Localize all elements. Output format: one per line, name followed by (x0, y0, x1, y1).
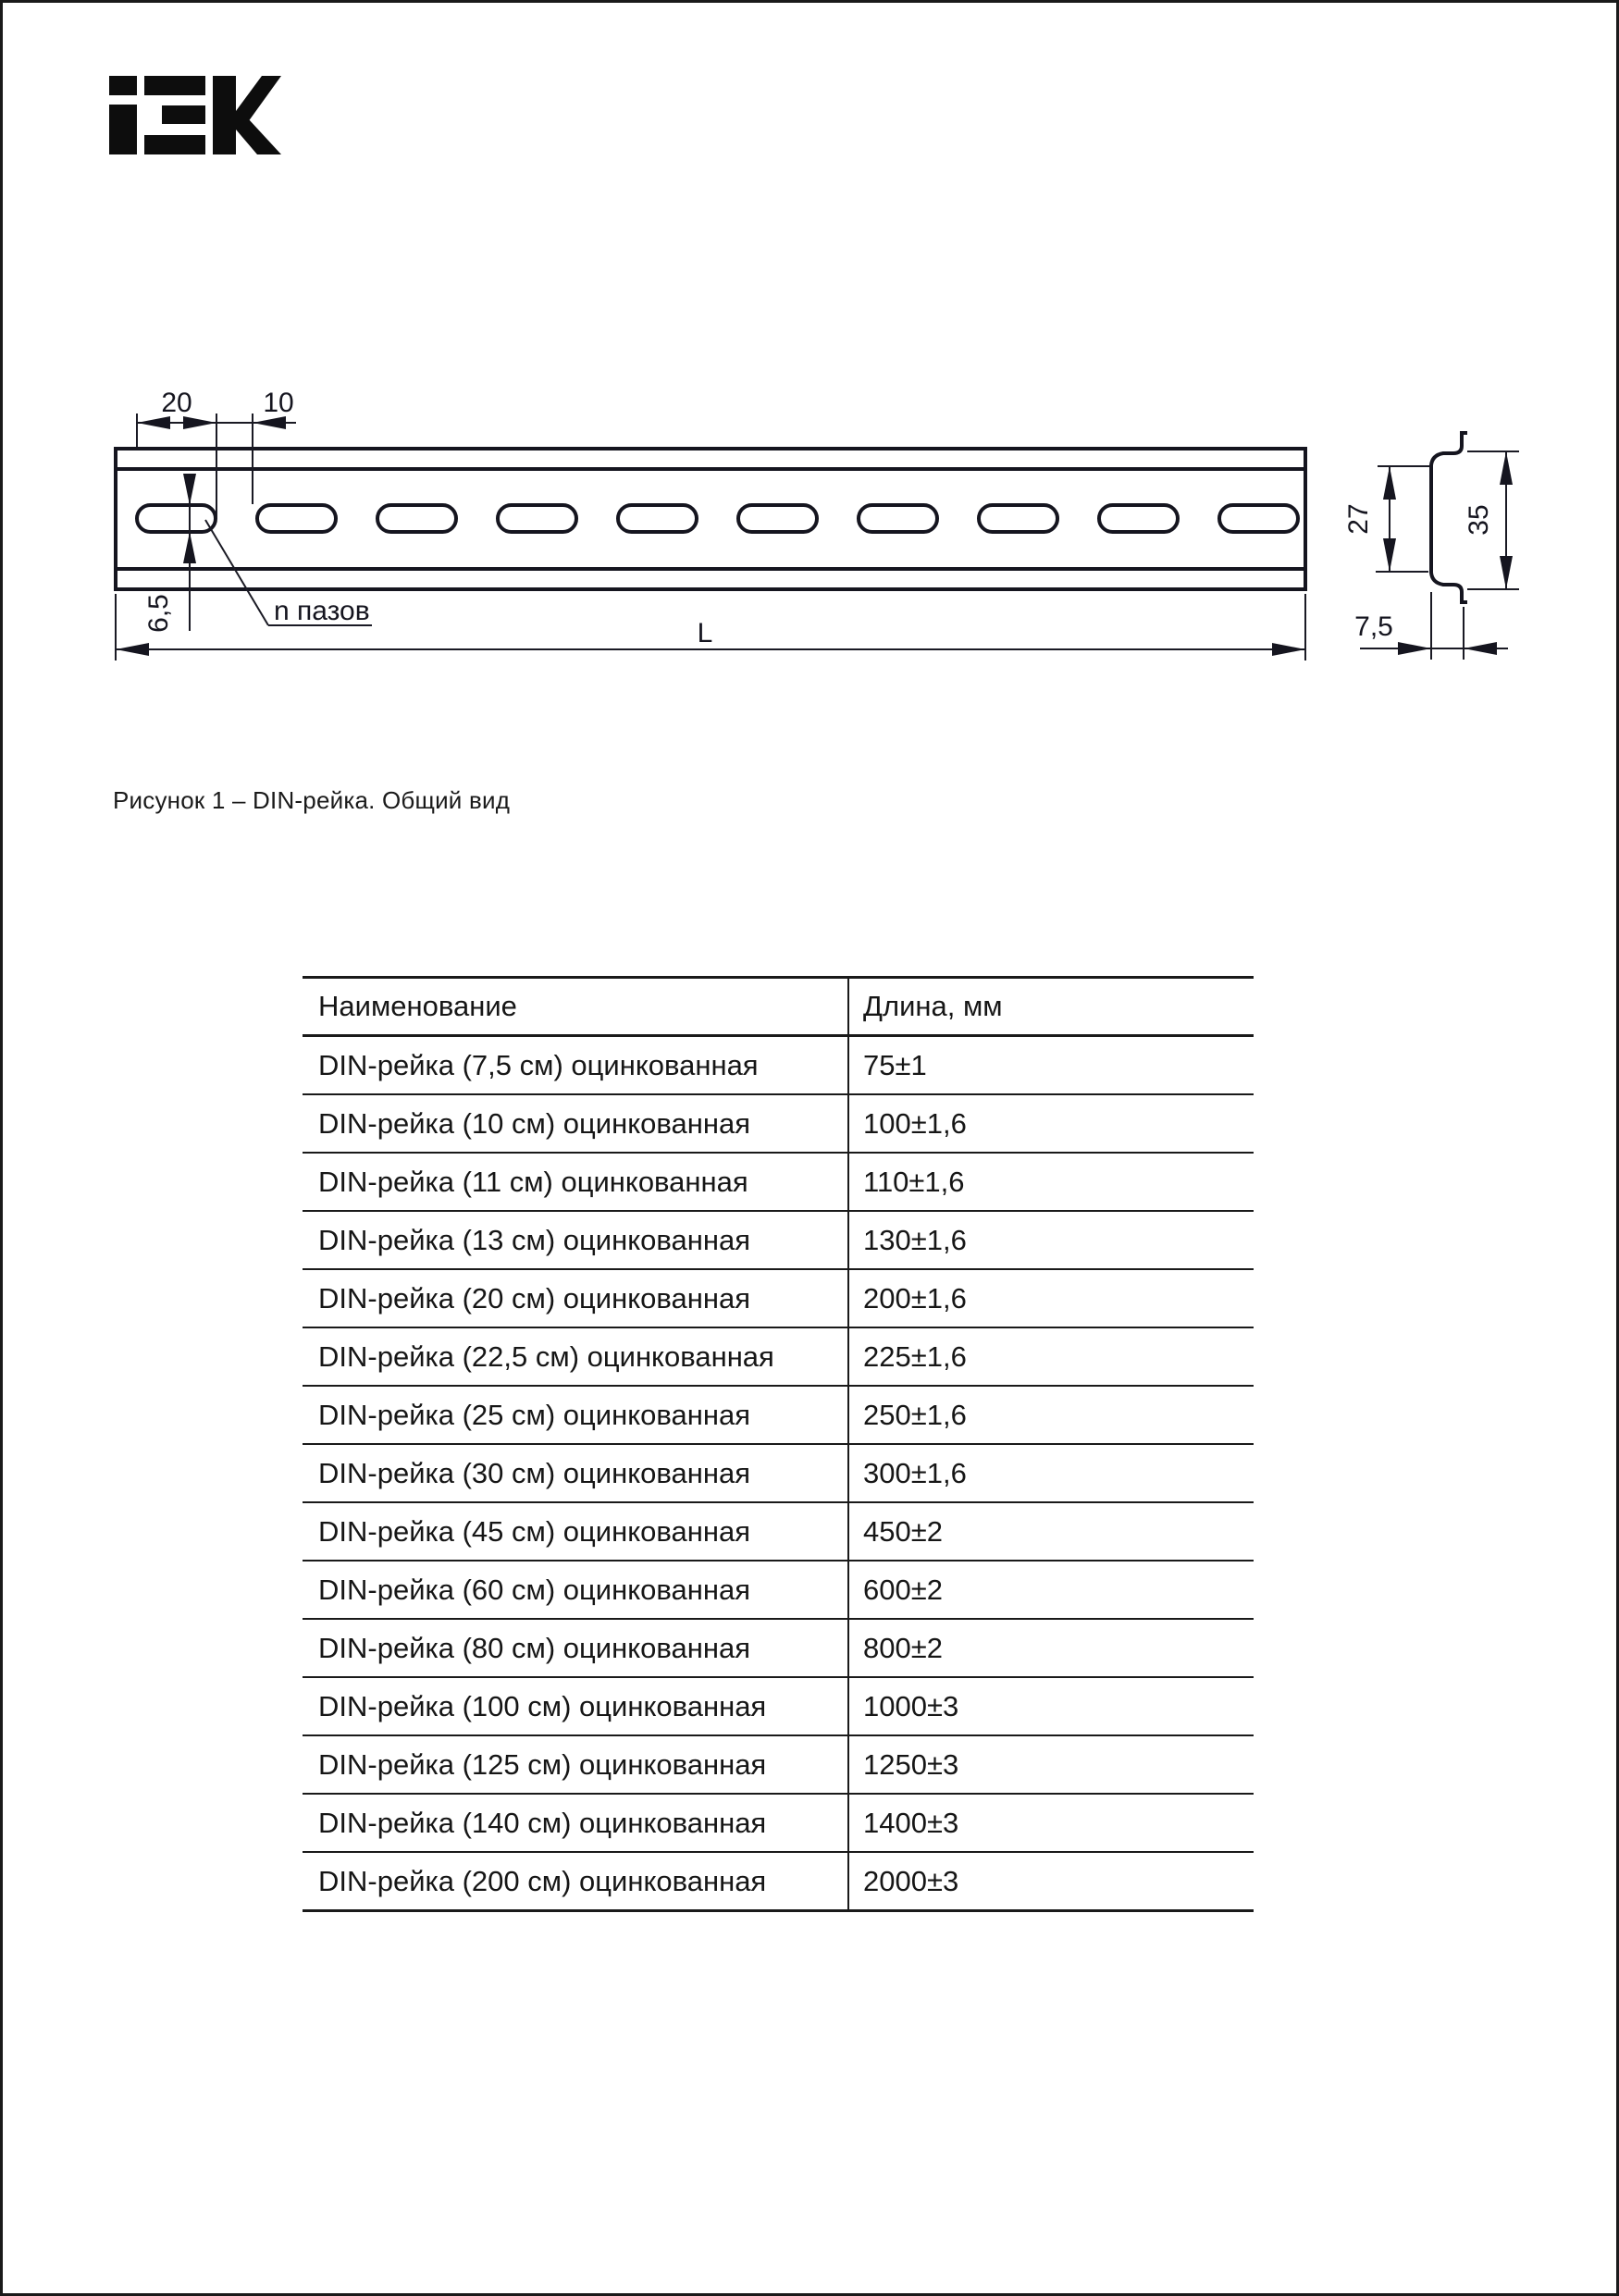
cell-length: 1000±3 (848, 1677, 1254, 1735)
cell-name: DIN-рейка (7,5 см) оцинкованная (303, 1036, 848, 1095)
table-row (303, 1269, 1254, 1327)
dim-slot-height-6-5 (143, 474, 196, 633)
cell-length: 300±1,6 (848, 1444, 1254, 1502)
table-row (303, 1561, 1254, 1619)
cell-name: DIN-рейка (13 см) оцинкованная (303, 1211, 848, 1269)
logo-k-lower-diagonal (236, 118, 281, 154)
logo-e-bottom-bar (144, 135, 205, 154)
logo-e-middle-bar (162, 105, 205, 124)
cell-name: DIN-рейка (20 см) оцинкованная (303, 1269, 848, 1327)
leader-n-slots (205, 520, 372, 626)
table-row (303, 1794, 1254, 1852)
rail-slot (257, 505, 336, 532)
dim-label-L: L (697, 618, 713, 648)
cell-length: 200±1,6 (848, 1269, 1254, 1327)
logo-k-stem (213, 76, 236, 154)
dim-label-6-5: 6,5 (143, 594, 174, 633)
din-rail-spec-table (303, 976, 1254, 1912)
dim-label-27: 27 (1343, 503, 1374, 535)
logo-i-body (109, 105, 137, 154)
dim-label-10: 10 (263, 388, 294, 418)
rail-slot (377, 505, 456, 532)
rail-slots (137, 505, 1298, 532)
rail-slot (618, 505, 697, 532)
logo-i-dot (109, 76, 137, 95)
dim-label-7-5: 7,5 (1354, 611, 1393, 642)
rail-slot (1099, 505, 1178, 532)
cell-length: 100±1,6 (848, 1094, 1254, 1153)
logo-e-top-bar (144, 76, 205, 95)
rail-slot (859, 505, 937, 532)
cell-name: DIN-рейка (10 см) оцинкованная (303, 1094, 848, 1153)
cell-name: DIN-рейка (25 см) оцинкованная (303, 1386, 848, 1444)
table-row (303, 1153, 1254, 1211)
din-rail-drawing (0, 370, 1619, 722)
cell-name: DIN-рейка (11 см) оцинкованная (303, 1153, 848, 1211)
cell-length: 130±1,6 (848, 1211, 1254, 1269)
table-header-row (303, 978, 1254, 1036)
cell-length: 1250±3 (848, 1735, 1254, 1794)
cell-length: 1400±3 (848, 1794, 1254, 1852)
profile-outline (1431, 433, 1467, 602)
cell-name: DIN-рейка (100 см) оцинкованная (303, 1677, 848, 1735)
cell-length: 225±1,6 (848, 1327, 1254, 1386)
cell-name: DIN-рейка (60 см) оцинкованная (303, 1561, 848, 1619)
column-header-name: Наименование (303, 978, 848, 1036)
rail-slot (979, 505, 1057, 532)
table-row (303, 1094, 1254, 1153)
dim-profile-web-27 (1343, 466, 1430, 572)
cell-length: 250±1,6 (848, 1386, 1254, 1444)
table-row (303, 1677, 1254, 1735)
table-row (303, 1327, 1254, 1386)
logo-k-upper-diagonal (236, 76, 281, 122)
column-header-length: Длина, мм (848, 978, 1254, 1036)
cell-name: DIN-рейка (45 см) оцинкованная (303, 1502, 848, 1561)
cell-name: DIN-рейка (140 см) оцинкованная (303, 1794, 848, 1852)
table-row (303, 1502, 1254, 1561)
din-rail-profile-view (1431, 433, 1467, 602)
cell-length: 450±2 (848, 1502, 1254, 1561)
cell-name: DIN-рейка (22,5 см) оцинкованная (303, 1327, 848, 1386)
table-row (303, 1619, 1254, 1677)
rail-slot (498, 505, 576, 532)
cell-name: DIN-рейка (125 см) оцинкованная (303, 1735, 848, 1794)
cell-length: 110±1,6 (848, 1153, 1254, 1211)
cell-length: 800±2 (848, 1619, 1254, 1677)
dim-slot-gap-10 (253, 388, 294, 504)
table-row (303, 1211, 1254, 1269)
dim-profile-depth-7-5 (1354, 592, 1508, 660)
cell-name: DIN-рейка (30 см) оцинкованная (303, 1444, 848, 1502)
label-n-slots: n пазов (274, 596, 370, 626)
cell-length: 600±2 (848, 1561, 1254, 1619)
dim-label-20: 20 (161, 388, 192, 418)
table-row (303, 1386, 1254, 1444)
iek-logo (109, 76, 281, 154)
table-row (303, 1852, 1254, 1911)
rail-slot (1219, 505, 1298, 532)
dim-label-35: 35 (1464, 504, 1494, 536)
cell-name: DIN-рейка (200 см) оцинкованная (303, 1852, 848, 1911)
rail-slot (738, 505, 817, 532)
dim-profile-height-35 (1464, 451, 1519, 589)
cell-length: 2000±3 (848, 1852, 1254, 1911)
table-row (303, 1735, 1254, 1794)
figure-caption: Рисунок 1 – DIN-рейка. Общий вид (113, 786, 511, 814)
rail-slot (137, 505, 216, 532)
din-rail-front-view (116, 449, 1305, 589)
iek-logo-glyphs (109, 76, 281, 154)
table-row (303, 1444, 1254, 1502)
table-row (303, 1036, 1254, 1095)
cell-length: 75±1 (848, 1036, 1254, 1095)
cell-name: DIN-рейка (80 см) оцинкованная (303, 1619, 848, 1677)
